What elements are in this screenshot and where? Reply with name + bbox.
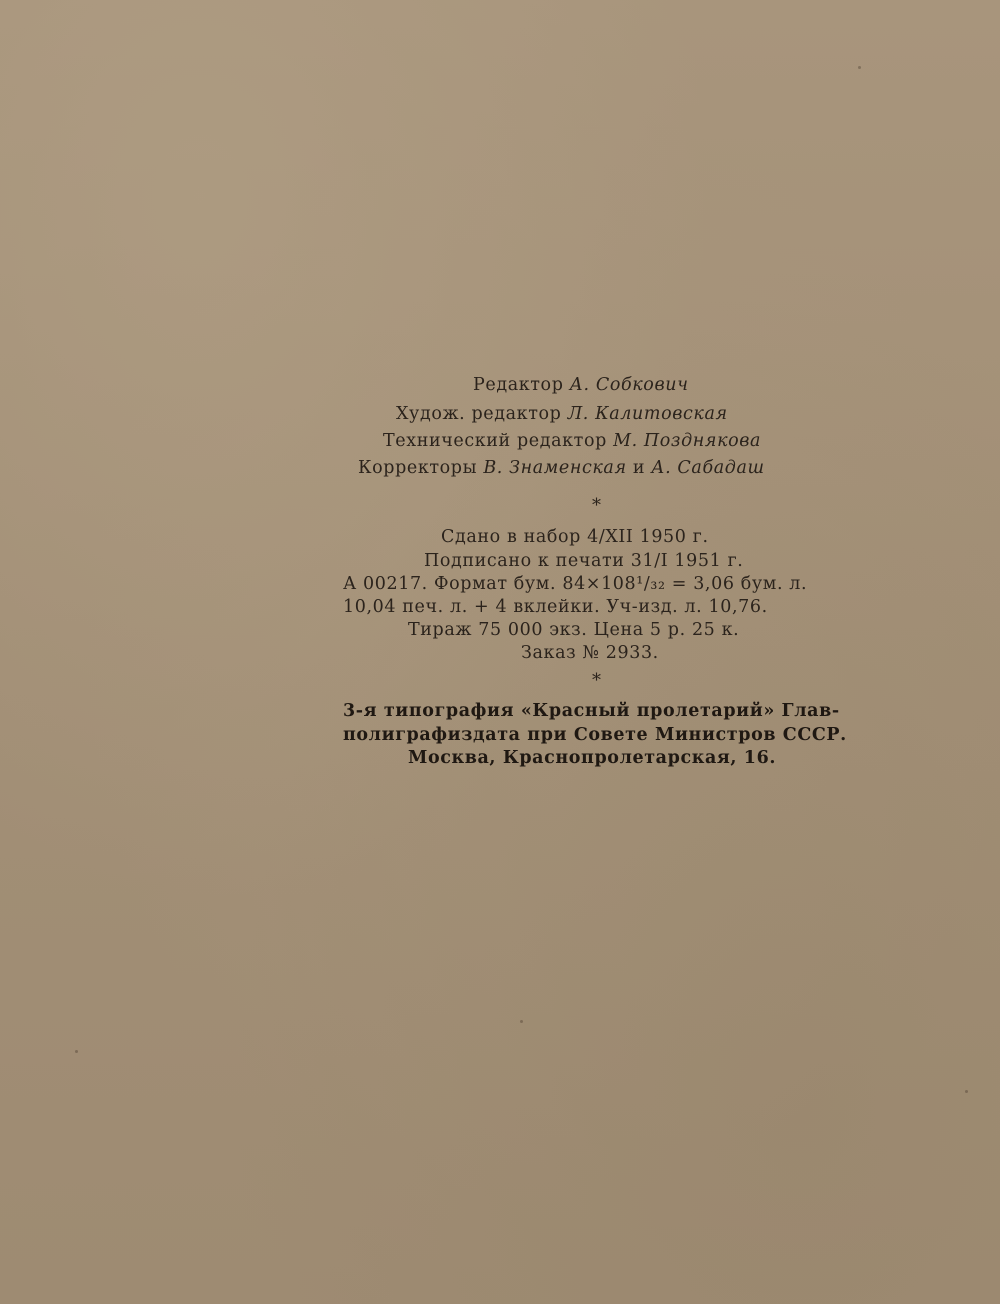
printer-line-2: полиграфиздата при Совете Министров СССР.: [343, 725, 847, 745]
editor-line: [473, 373, 689, 397]
proofreaders-and: и: [632, 458, 646, 478]
imprint-line-6: Заказ № 2933.: [521, 643, 659, 663]
printer-line-3: Москва, Краснопролетарская, 16.: [408, 748, 777, 768]
editor-name: А. Собкович: [569, 375, 689, 395]
imprint-line-4: 10,04 печ. л. + 4 вклейки. Уч-изд. л. 10,76.: [343, 597, 768, 617]
separator-star-1: *: [592, 495, 601, 516]
editor-label: Редактор: [473, 375, 564, 395]
tech-editor-name: М. Позднякова: [613, 431, 762, 451]
tech-editor-line: [383, 429, 761, 453]
imprint-line-5: Тираж 75 000 экз. Цена 5 р. 25 к.: [408, 620, 740, 640]
proofreaders-name-2: А. Сабадаш: [651, 458, 765, 478]
separator-star-2: *: [592, 670, 601, 691]
paper-speck: [520, 1020, 523, 1023]
art-editor-name: Л. Калитовская: [567, 404, 728, 424]
paper-speck: [75, 1050, 78, 1053]
imprint-line-3: А 00217. Формат бум. 84×108¹/₃₂ = 3,06 бум. л.: [343, 574, 808, 594]
art-editor-label: Худож. редактор: [396, 404, 562, 424]
proofreaders-name-1: В. Знаменская: [483, 458, 627, 478]
tech-editor-label: Технический редактор: [383, 431, 607, 451]
imprint-line-2: Подписано к печати 31/I 1951 г.: [424, 551, 744, 571]
printer-line-1: 3-я типография «Красный пролетарий» Глав-: [343, 701, 840, 721]
art-editor-line: [396, 402, 728, 426]
proofreaders-line: [358, 456, 765, 480]
paper-speck: [858, 66, 861, 69]
paper-speck: [965, 1090, 968, 1093]
proofreaders-label: Корректоры: [358, 458, 478, 478]
imprint-line-1: Сдано в набор 4/XII 1950 г.: [441, 527, 709, 547]
